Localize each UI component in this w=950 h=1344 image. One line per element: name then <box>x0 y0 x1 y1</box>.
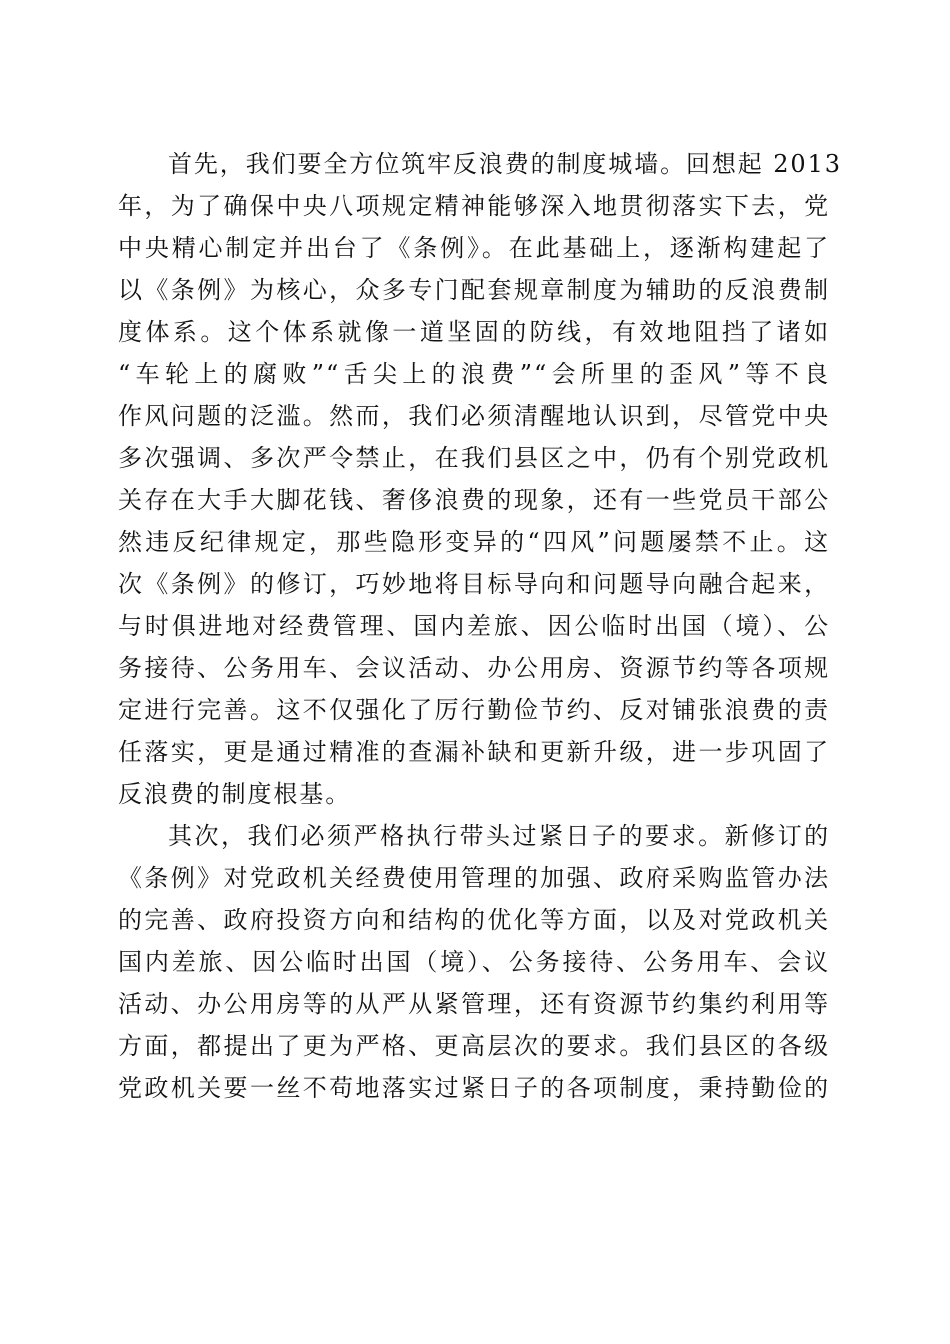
text-line: 国内差旅、因公临时出国（境）、公务接待、公务用车、会议 <box>118 948 830 976</box>
text-line: 务接待、公务用车、会议活动、办公用房、资源节约等各项规 <box>118 654 830 682</box>
text-line: 反浪费的制度根基。 <box>118 780 352 808</box>
text-line: “车轮上的腐败”“舌尖上的浪费”“会所里的歪风”等不良 <box>118 360 830 388</box>
text-line: 然违反纪律规定，那些隐形变异的“四风”问题屡禁不止。这 <box>118 528 830 556</box>
text-line: 以《条例》为核心，众多专门配套规章制度为辅助的反浪费制 <box>118 276 830 304</box>
text-line: 活动、办公用房等的从严从紧管理，还有资源节约集约利用等 <box>118 990 830 1018</box>
text-line: 《条例》对党政机关经费使用管理的加强、政府采购监管办法 <box>118 864 830 892</box>
text-line: 方面，都提出了更为严格、更高层次的要求。我们县区的各级 <box>118 1032 830 1060</box>
text-line: 其次，我们必须严格执行带头过紧日子的要求。新修订的 <box>168 822 830 850</box>
paragraph-2 <box>118 815 830 1109</box>
paragraph-1 <box>118 143 842 815</box>
text-line: 任落实，更是通过精准的查漏补缺和更新升级，进一步巩固了 <box>118 738 830 766</box>
text-line: 作风问题的泛滥。然而，我们必须清醒地认识到，尽管党中央 <box>118 402 830 430</box>
text-line: 与时俱进地对经费管理、国内差旅、因公临时出国（境）、公 <box>118 612 830 640</box>
document-body <box>118 143 842 1109</box>
text-line: 多次强调、多次严令禁止，在我们县区之中，仍有个别党政机 <box>118 444 830 472</box>
text-line: 中央精心制定并出台了《条例》。在此基础上，逐渐构建起了 <box>118 234 830 262</box>
text-line: 首先，我们要全方位筑牢反浪费的制度城墙。回想起 2013 <box>168 150 842 178</box>
text-line: 次《条例》的修订，巧妙地将目标导向和问题导向融合起来， <box>118 570 830 598</box>
text-line: 的完善、政府投资方向和结构的优化等方面，以及对党政机关 <box>118 906 830 934</box>
text-line: 定进行完善。这不仅强化了厉行勤俭节约、反对铺张浪费的责 <box>118 696 830 724</box>
text-line: 党政机关要一丝不苟地落实过紧日子的各项制度，秉持勤俭的 <box>118 1074 830 1102</box>
text-line: 年，为了确保中央八项规定精神能够深入地贯彻落实下去，党 <box>118 192 830 220</box>
text-line: 关存在大手大脚花钱、奢侈浪费的现象，还有一些党员干部公 <box>118 486 830 514</box>
text-line: 度体系。这个体系就像一道坚固的防线，有效地阻挡了诸如 <box>118 318 830 346</box>
